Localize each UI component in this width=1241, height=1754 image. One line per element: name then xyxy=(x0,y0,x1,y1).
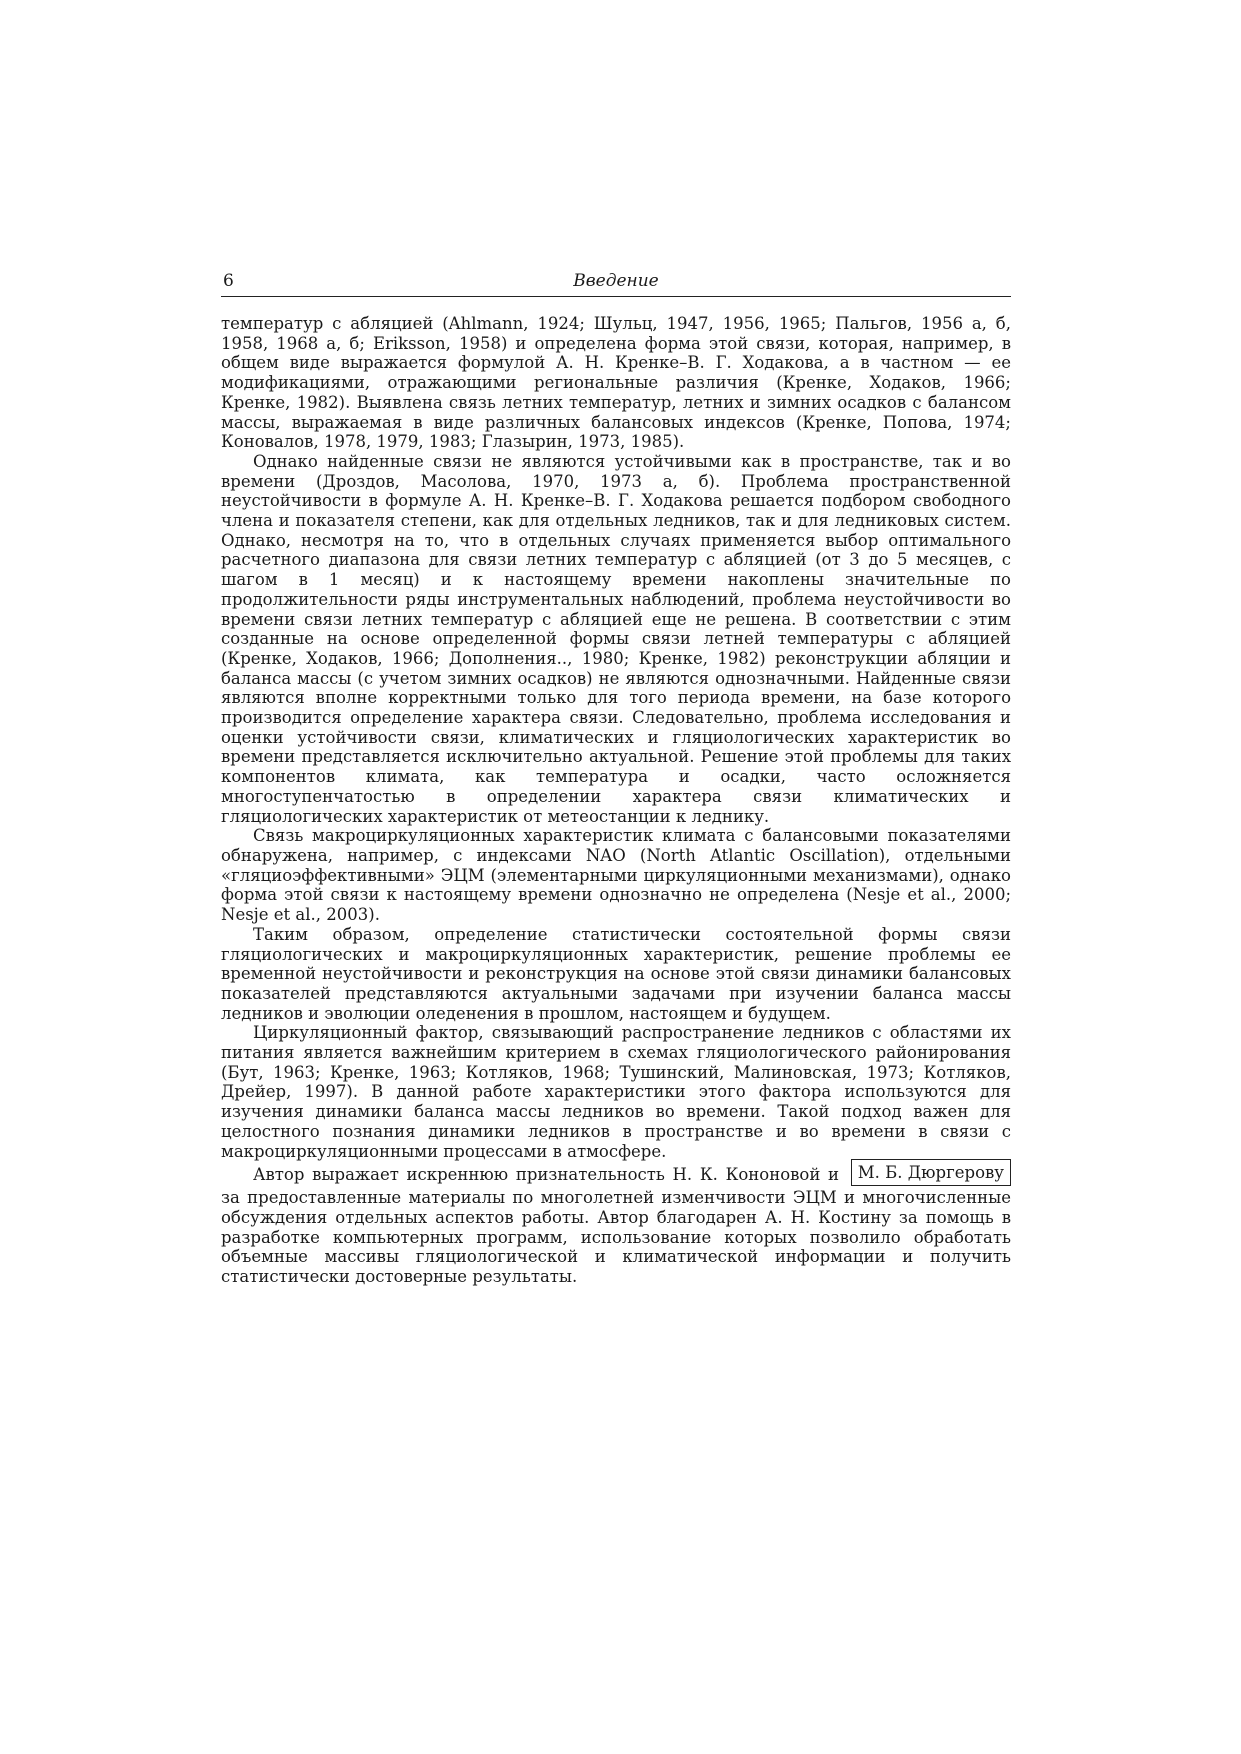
memorial-boxed-name: М. Б. Дюргерову xyxy=(851,1159,1011,1186)
main-text xyxy=(221,314,1011,1287)
paragraph-continuation: температур с абляцией (Ahlmann, 1924; Шульц, 1947, 1956, 1965; Пальгов, 1956 а, б, 1958, 1968 а, б; Eriksson, 1958) и определена форма этой связи, которая, например, в общем виде выражается формулой А. Н. Кренке–В. Г. Ходакова, а в частном — ее модификациями, отражающими региональные различия (Кренке, Ходаков, 1966; Кренке, 1982). Выявлена связь летних температур, летних и зимних осадков с балансом массы, выражаемая в виде различных балансовых индексов (Кренке, Попова, 1974; Коновалов, 1978, 1979, 1983; Глазырин, 1973, 1985). xyxy=(221,314,1011,452)
paragraph-instability: Однако найденные связи не являются устойчивыми как в пространстве, так и во времени (Дроздов, Масолова, 1970, 1973 а, б). Проблема пространственной неустойчивости в формуле А. Н. Кренке–В. Г. Ходакова решается подбором свободного члена и показателя степени, как для отдельных ледников, так и для ледниковых систем. Однако, несмотря на то, что в отдельных случаях применяется выбор оптимального расчетного диапазона для связи летних температур с абляцией (от 3 до 5 месяцев, с шагом в 1 месяц) и к настоящему времени накоплены значительные по продолжительности ряды инструментальных наблюдений, проблема неустойчивости во времени связи летних температур с абляцией еще не решена. В соответствии с этим созданные на основе определенной формы связи летней температуры с абляцией (Кренке, Ходаков, 1966; Дополнения.., 1980; Кренке, 1982) реконструкции абляции и баланса массы (с учетом зимних осадков) не являются однозначными. Найденные связи являются вполне корректными только для того периода времени, на базе которого производится определение характера связи. Следовательно, проблема исследования и оценки устойчивости связи, климатических и гляциологических характеристик во времени представляется исключительно актуальной. Решение этой проблемы для таких компонентов климата, как температура и осадки, часто осложняется многоступенчатостью в определении характера связи климатических и гляциологических характеристик от метеостанции к леднику. xyxy=(221,451,1011,826)
paragraph-circulation-factor: Циркуляционный фактор, связывающий распространение ледников с областями их питания является важнейшим критерием в схемах гляциологического районирования (Бут, 1963; Кренке, 1963; Котляков, 1968; Тушинский, Малиновская, 1973; Котляков, Дрейер, 1997). В данной работе характеристики этого фактора используются для изучения динамики баланса массы ледников во времени. Такой подход важен для целостного познания динамики ледников в пространстве и во времени в связи с макроциркуляционными процессами в атмосфере. xyxy=(221,1023,1011,1161)
paragraph-summary: Таким образом, определение статистически состоятельной формы связи гляциологических и макроциркуляционных характеристик, решение проблемы ее временной неустойчивости и реконструкция на основе этой связи динамики балансовых показателей представляются актуальными задачами при изучении баланса массы ледников и эволюции оледенения в прошлом, настоящем и будущем. xyxy=(221,924,1011,1023)
acknowledgements-lead: Автор выражает искреннюю признательность Н. К. Кононовой и xyxy=(253,1165,840,1185)
paragraph-acknowledgements xyxy=(221,1161,1011,1287)
page-number: 6 xyxy=(223,271,234,291)
acknowledgements-rest: за предоставленные материалы по многолетней изменчивости ЭЦМ и многочисленные обсуждения отдельных аспектов работы. Автор благодарен А. Н. Костину за помощь в разработке компьютерных программ, использование которых позволило обработать объемные массивы гляциологической и климатической информации и получить статистически достоверные результаты. xyxy=(221,1188,1011,1287)
running-header xyxy=(221,270,1011,297)
chapter-title: Введение xyxy=(573,271,659,291)
paragraph-macrocirculation: Связь макроциркуляционных характеристик климата с балансовыми показателями обнаружена, например, с индексами NAO (North Atlantic Oscillation), отдельными «гляциоэффективными» ЭЦМ (элементарными циркуляционными механизмами), однако форма этой связи к настоящему времени однозначно не определена (Nesje et al., 2000; Nesje et al., 2003). xyxy=(221,826,1011,925)
